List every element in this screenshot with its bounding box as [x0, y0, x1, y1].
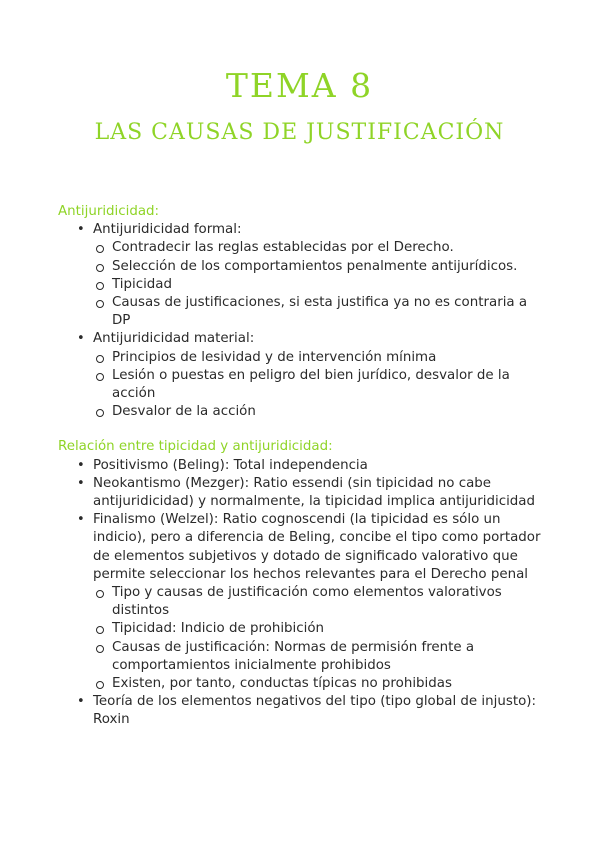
sub-list-item-text: Tipo y causas de justificación como elementos valorativos distintos — [112, 585, 502, 619]
circle-bullet-icon — [96, 645, 104, 653]
sub-list — [93, 349, 548, 422]
bullet-icon: • — [77, 475, 85, 491]
sub-list-item-text: Existen, por tanto, conductas típicas no prohibidas — [112, 676, 452, 692]
sub-list-item-text: Desvalor de la acción — [112, 404, 256, 420]
section-spacer — [58, 421, 548, 438]
sub-list-item — [58, 239, 548, 257]
sub-list-item-text: Tipicidad — [112, 276, 172, 292]
sub-list-item — [58, 403, 548, 421]
circle-bullet-icon — [96, 409, 104, 417]
list-item-text: Antijuridicidad material: — [93, 331, 255, 347]
list-item — [58, 330, 548, 421]
sub-list-item-text: Lesión o puestas en peligro del bien jurídico, desvalor de la acción — [112, 367, 510, 402]
circle-bullet-icon — [96, 300, 104, 308]
bullet-icon: • — [77, 331, 85, 347]
document-subtitle: LAS CAUSAS DE JUSTIFICACIÓN — [94, 120, 505, 145]
sub-list-item-text: Selección de los comportamientos penalmente antijurídicos. — [112, 258, 518, 274]
sub-list-item — [58, 620, 548, 638]
list-item — [58, 693, 548, 729]
sub-list-item — [58, 258, 548, 276]
circle-bullet-icon — [96, 282, 104, 290]
sub-list-item — [58, 294, 548, 330]
circle-bullet-icon — [96, 626, 104, 634]
sub-list-item — [58, 276, 548, 294]
sub-list-item-text: Principios de lesividad y de intervención mínima — [112, 349, 437, 365]
sub-list — [93, 239, 548, 330]
sub-list-item-text: Contradecir las reglas establecidas por el Derecho. — [112, 240, 454, 256]
list-item-text: Antijuridicidad formal: — [93, 222, 242, 238]
sub-list-item — [58, 639, 548, 675]
list-item — [58, 221, 548, 330]
circle-bullet-icon — [96, 373, 104, 381]
list-item-text: Neokantismo (Mezger): Ratio essendi (sin tipicidad no cabe antijuridicidad) y normalmente, la tipicidad implica antijuridicidad — [93, 475, 536, 510]
list-item-text: Positivismo (Beling): Total independencia — [93, 457, 368, 473]
circle-bullet-icon — [96, 355, 104, 363]
sub-list-item — [58, 584, 548, 620]
bullet-icon: • — [77, 694, 85, 710]
sub-list-item — [58, 675, 548, 693]
sub-list-item-text: Tipicidad: Indicio de prohibición — [112, 621, 325, 637]
list-item — [58, 511, 548, 693]
list-item — [58, 475, 548, 511]
bullet-icon: • — [77, 457, 85, 473]
document-body — [58, 203, 548, 730]
list-item-text: Teoría de los elementos negativos del tipo (tipo global de injusto): Roxin — [93, 694, 536, 728]
bullet-icon: • — [77, 222, 85, 238]
bullet-icon: • — [77, 512, 85, 528]
sub-list-item-text: Causas de justificaciones, si esta justifica ya no es contraria a DP — [112, 295, 528, 329]
sub-list-item — [58, 349, 548, 367]
list-item — [58, 457, 548, 475]
sub-list-item-text: Causas de justificación: Normas de permisión frente a comportamientos inicialmente prohibidos — [112, 639, 475, 673]
section-list — [58, 457, 548, 730]
document-title: TEMA 8 — [225, 66, 374, 105]
section-heading-antijuridicidad: Antijuridicidad: — [58, 204, 160, 219]
sub-list — [93, 584, 548, 693]
circle-bullet-icon — [96, 245, 104, 253]
section-list — [58, 221, 548, 421]
circle-bullet-icon — [96, 681, 104, 689]
list-item-text: Finalismo (Welzel): Ratio cognoscendi (la tipicidad es sólo un indicio), pero a diferencia de Beling, concibe el tipo como portador de elementos subjetivos y dotado de significado valorativo que permite seleccionar los hechos relevantes para el Derecho penal — [93, 512, 541, 582]
circle-bullet-icon — [96, 590, 104, 598]
section-heading-relacion: Relación entre tipicidad y antijuridicidad: — [58, 439, 333, 455]
sub-list-item — [58, 367, 548, 403]
circle-bullet-icon — [96, 264, 104, 272]
